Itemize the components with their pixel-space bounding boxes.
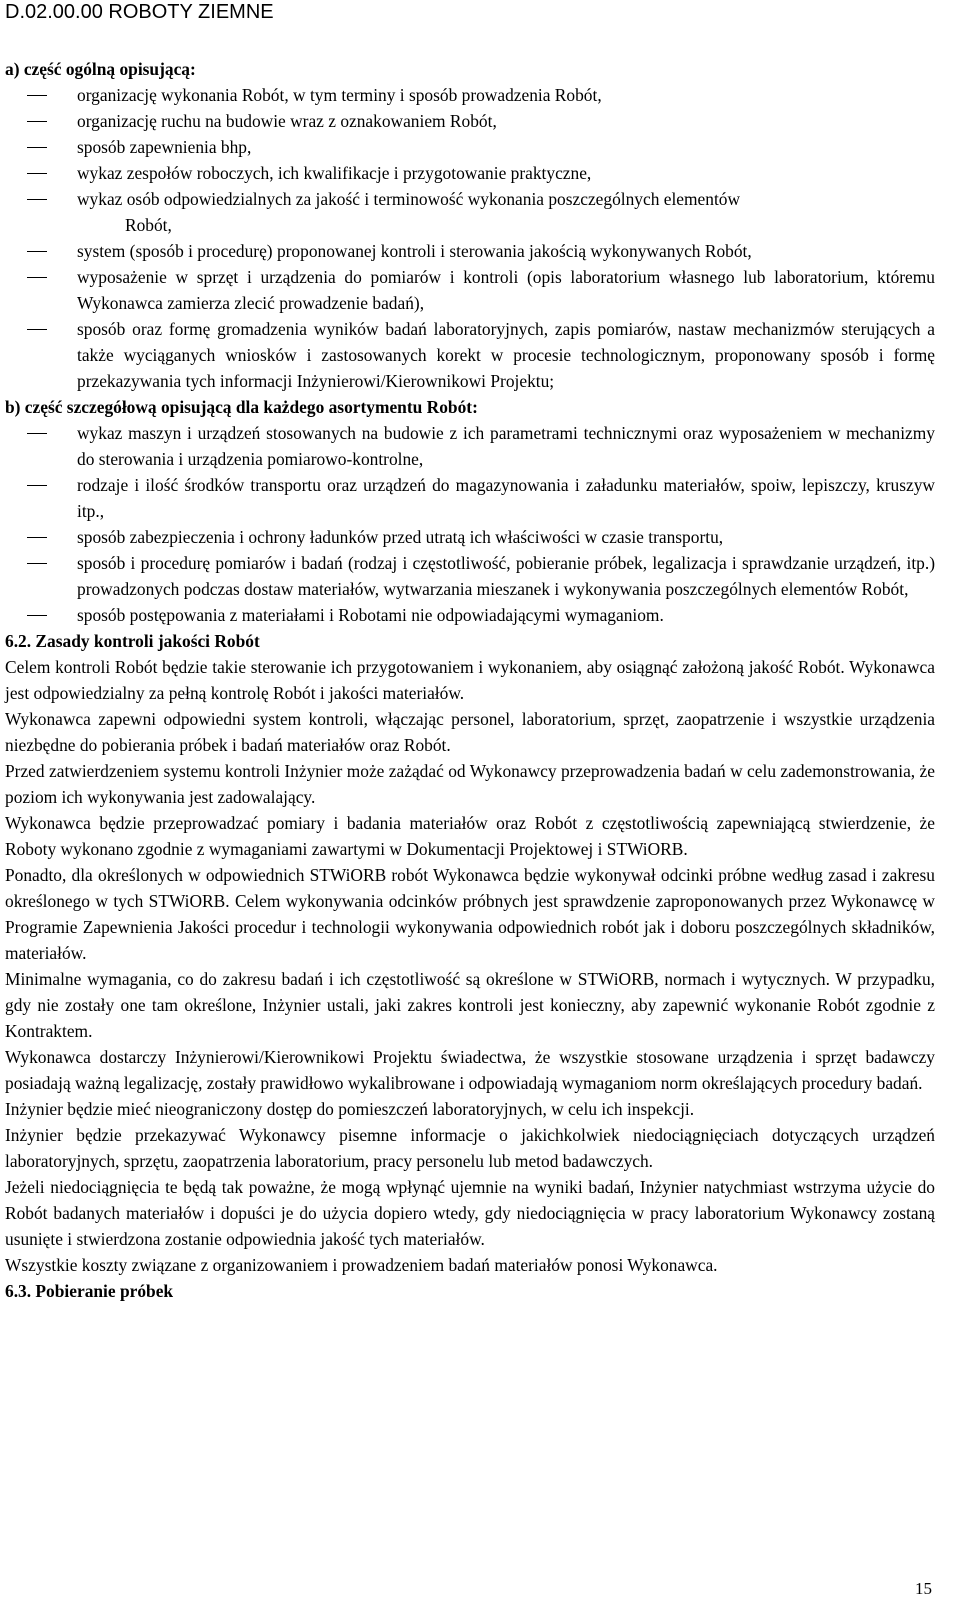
paragraph: Przed zatwierdzeniem systemu kontroli Inżynier może zażądać od Wykonawcy przeprowadzenia badań w celu zademonstrowania, że poziom ich wykonywania jest zadowalający. <box>5 761 935 807</box>
list-item: wykaz zespołów roboczych, ich kwalifikacje i przygotowanie praktyczne, <box>5 160 935 186</box>
list-item: sposób postępowania z materiałami i Robotami nie odpowiadającymi wymaganiom. <box>5 602 935 628</box>
section-a-list <box>5 82 935 394</box>
list-item: sposób i procedurę pomiarów i badań (rodzaj i częstotliwość, pobieranie próbek, legalizacja i sprawdzanie urządzeń, itp.) prowadzonych podczas dostaw materiałów, wytwarzania mieszanek i wykonywania poszczególnych elementów Robót, <box>5 550 935 602</box>
list-item: wykaz osób odpowiedzialnych za jakość i terminowość wykonania poszczególnych elementów Robót, <box>5 186 935 238</box>
document-body <box>5 56 935 1304</box>
paragraph: Wykonawca zapewni odpowiedni system kontroli, włączając personel, laboratorium, sprzęt, zaopatrzenie i wszystkie urządzenia niezbędne do pobierania próbek i badań materiałów oraz Robót. <box>5 709 935 755</box>
list-item: organizację wykonania Robót, w tym terminy i sposób prowadzenia Robót, <box>5 82 935 108</box>
paragraph: Inżynier będzie mieć nieograniczony dostęp do pomieszczeń laboratoryjnych, w celu ich inspekcji. <box>5 1099 695 1119</box>
paragraph: Ponadto, dla określonych w odpowiednich STWiORB robót Wykonawca będzie wykonywał odcinki próbne według zasad i zakresu określonego w tych STWiORB. Celem wykonywania odcinków próbnych jest sprawdzenie zaproponowanych przez Wykonawcę w Programie Zapewnienia Jakości procedur i technologii wykonywania odpowiednich robót jak i doboru poszczególnych składników, materiałów. <box>5 865 935 963</box>
section-b-heading: b) część szczegółową opisującą dla każdego asortymentu Robót: <box>5 397 478 417</box>
page-header: D.02.00.00 ROBOTY ZIEMNE <box>5 1 274 23</box>
paragraph: Inżynier będzie przekazywać Wykonawcy pisemne informacje o jakichkolwiek niedociągnięciach dotyczących urządzeń laboratoryjnych, sprzętu, zaopatrzenia laboratorium, pracy personelu lub metod badawczych. <box>5 1125 935 1171</box>
section-b-list <box>5 420 935 628</box>
paragraph: Wykonawca dostarczy Inżynierowi/Kierownikowi Projektu świadectwa, że wszystkie stosowane urządzenia i sprzęt badawczy posiadają ważną legalizację, zostały prawidłowo wykalibrowane i odpowiadają wymaganiom norm określających procedury badań. <box>5 1047 935 1093</box>
paragraph: Jeżeli niedociągnięcia te będą tak poważne, że mogą wpłynąć ujemnie na wyniki badań, Inżynier natychmiast wstrzyma użycie do Robót badanych materiałów i dopuści je do użycia dopiero wtedy, gdy niedociągnięcia w pracy laboratorium Wykonawcy zostaną usunięte i stwierdzona zostanie odpowiednia jakość tych materiałów. <box>5 1177 935 1249</box>
list-item: system (sposób i procedurę) proponowanej kontroli i sterowania jakością wykonywanych Robót, <box>5 238 935 264</box>
list-item: wykaz maszyn i urządzeń stosowanych na budowie z ich parametrami technicznymi oraz wyposażeniem w mechanizmy do sterowania i urządzenia pomiarowo-kontrolne, <box>5 420 935 472</box>
list-item: sposób zabezpieczenia i ochrony ładunków przed utratą ich właściwości w czasie transportu, <box>5 524 935 550</box>
section-6-3-heading: 6.3. Pobieranie próbek <box>5 1281 174 1301</box>
list-item: organizację ruchu na budowie wraz z oznakowaniem Robót, <box>5 108 935 134</box>
paragraph: Wykonawca będzie przeprowadzać pomiary i badania materiałów oraz Robót z częstotliwością zapewniającą stwierdzenie, że Roboty wykonano zgodnie z wymaganiami zawartymi w Dokumentacji Projektowej i STWiORB. <box>5 813 935 859</box>
paragraph: Wszystkie koszty związane z organizowaniem i prowadzeniem badań materiałów ponosi Wykonawca. <box>5 1255 718 1275</box>
section-a-heading: a) część ogólną opisującą: <box>5 59 196 79</box>
list-item: wyposażenie w sprzęt i urządzenia do pomiarów i kontroli (opis laboratorium własnego lub laboratorium, któremu Wykonawca zamierza zlecić prowadzenie badań), <box>5 264 935 316</box>
list-item: rodzaje i ilość środków transportu oraz urządzeń do magazynowania i załadunku materiałów, spoiw, lepiszczy, kruszyw itp., <box>5 472 935 524</box>
paragraph: Celem kontroli Robót będzie takie sterowanie ich przygotowaniem i wykonaniem, aby osiągnąć założoną jakość Robót. Wykonawca jest odpowiedzialny za pełną kontrolę Robót i jakości materiałów. <box>5 657 935 703</box>
paragraph: Minimalne wymagania, co do zakresu badań i ich częstotliwość są określone w STWiORB, normach i wytycznych. W przypadku, gdy nie zostały one tam określone, Inżynier ustali, jaki zakres kontroli jest konieczny, aby zapewnić wykonanie Robót zgodnie z Kontraktem. <box>5 969 935 1041</box>
list-item: sposób zapewnienia bhp, <box>5 134 935 160</box>
section-6-2-heading: 6.2. Zasady kontroli jakości Robót <box>5 631 260 651</box>
list-item-continuation: Robót, <box>125 215 172 235</box>
page-number: 15 <box>915 1579 932 1598</box>
list-item: sposób oraz formę gromadzenia wyników badań laboratoryjnych, zapis pomiarów, nastaw mechanizmów sterujących a także wyciąganych wniosków i zastosowanych korekt w procesie technologicznym, proponowany sposób i formę przekazywania tych informacji Inżynierowi/Kierownikowi Projektu; <box>5 316 935 394</box>
